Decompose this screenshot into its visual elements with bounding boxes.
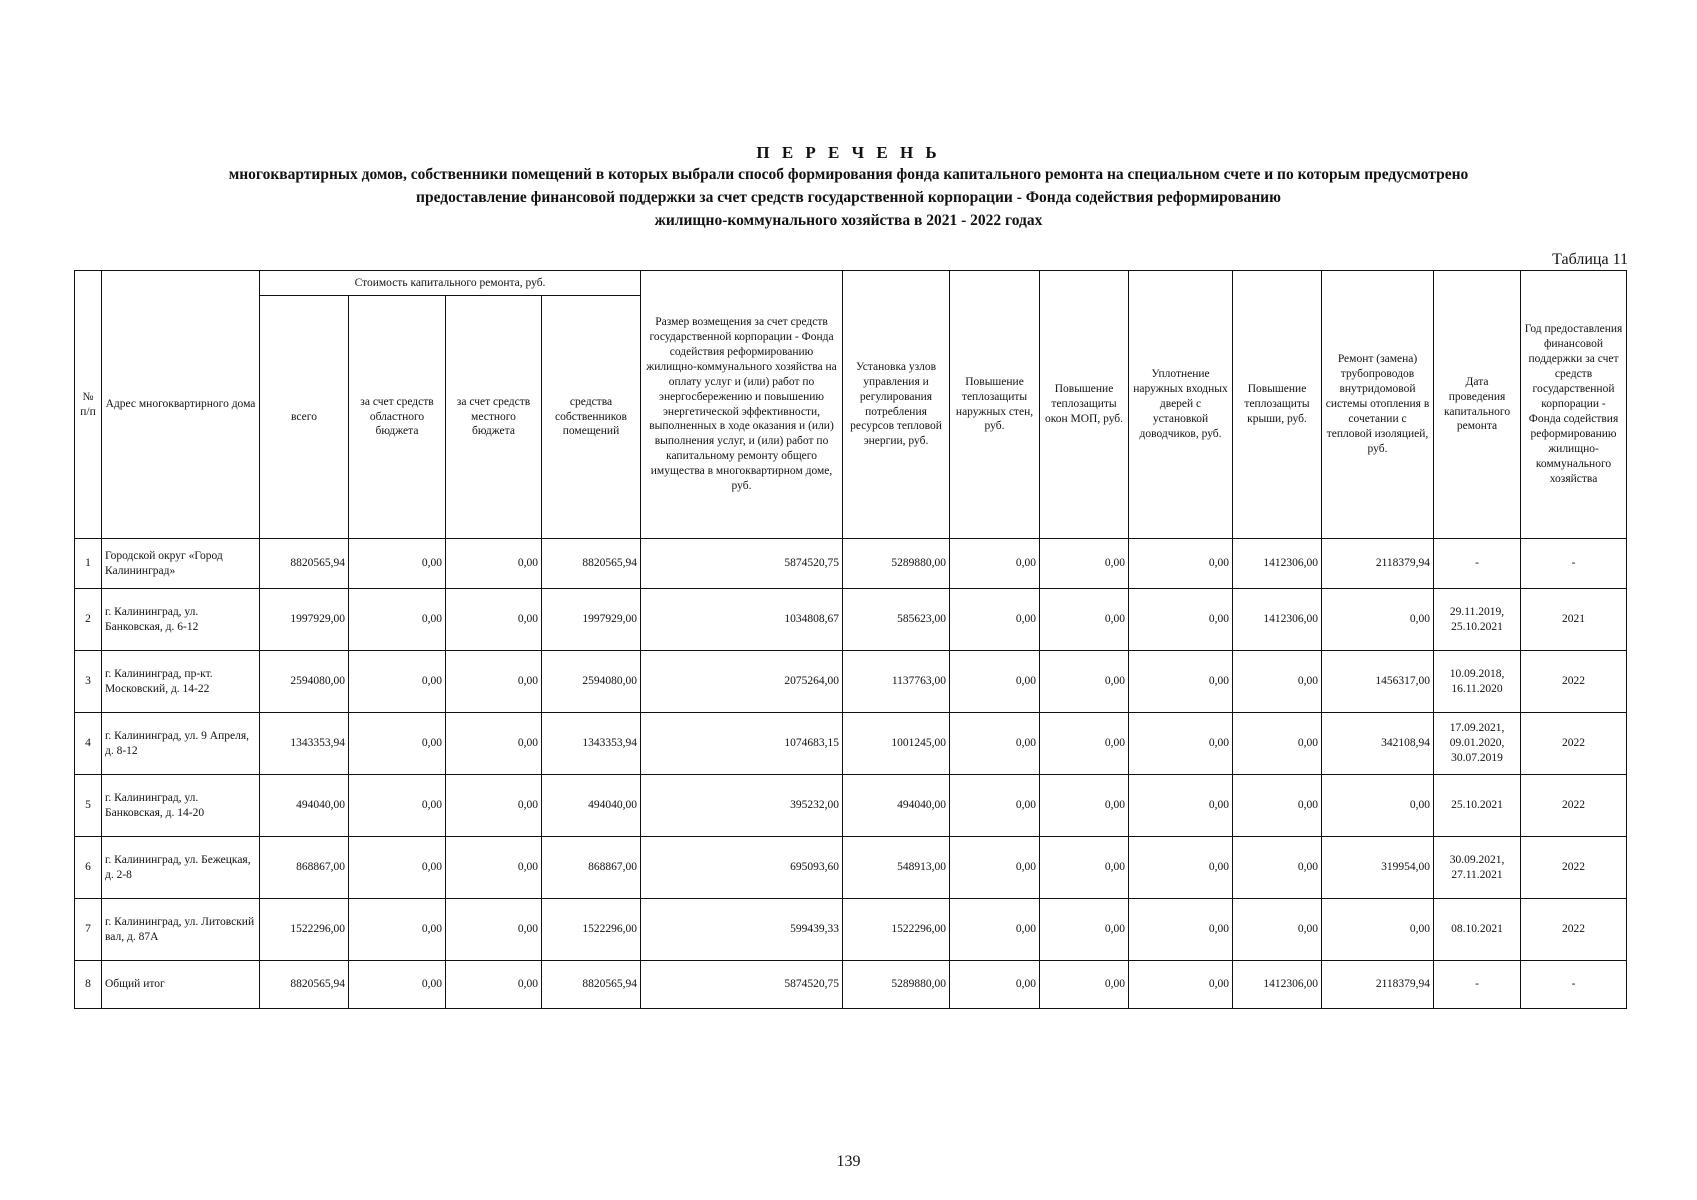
cell-address: Общий итог — [102, 961, 260, 1009]
cell-no: 6 — [75, 837, 102, 899]
cell-meters: 1001245,00 — [843, 713, 950, 775]
cell-pipes: 342108,94 — [1322, 713, 1434, 775]
col-date: Дата проведения капитального ремонта — [1434, 271, 1521, 539]
cell-address: г. Калининград, ул. Литовский вал, д. 87А — [102, 899, 260, 961]
col-total: всего — [260, 296, 349, 539]
cell-meters: 1522296,00 — [843, 899, 950, 961]
cell-address: г. Калининград, пр-кт. Московский, д. 14-22 — [102, 651, 260, 713]
cell-address: г. Калининград, ул. Бежецкая, д. 2-8 — [102, 837, 260, 899]
cell-doors: 0,00 — [1129, 899, 1233, 961]
cell-owners: 1522296,00 — [542, 899, 641, 961]
cell-year: 2022 — [1521, 713, 1627, 775]
cell-local: 0,00 — [446, 961, 542, 1009]
table-row — [75, 899, 1627, 961]
cell-fund: 599439,33 — [641, 899, 843, 961]
table-row — [75, 713, 1627, 775]
cell-local: 0,00 — [446, 837, 542, 899]
cell-fund: 695093,60 — [641, 837, 843, 899]
cell-regional: 0,00 — [349, 589, 446, 651]
cell-address: г. Калининград, ул. Банковская, д. 14-20 — [102, 775, 260, 837]
page-number: 139 — [836, 1153, 861, 1170]
cell-windows: 0,00 — [1040, 837, 1129, 899]
cell-walls: 0,00 — [950, 713, 1040, 775]
cell-regional: 0,00 — [349, 961, 446, 1009]
cell-pipes: 0,00 — [1322, 589, 1434, 651]
document-subtitle-line-2: предоставление финансовой поддержки за счет средств государственной корпорации - Фонда содействия реформированию — [416, 189, 1281, 206]
cell-total: 1997929,00 — [260, 589, 349, 651]
cell-no: 5 — [75, 775, 102, 837]
cell-address: г. Калининград, ул. 9 Апреля, д. 8-12 — [102, 713, 260, 775]
col-no: № п/п — [75, 271, 102, 539]
table-row — [75, 589, 1627, 651]
cell-owners: 2594080,00 — [542, 651, 641, 713]
table-number: Таблица 11 — [1552, 251, 1628, 268]
cell-local: 0,00 — [446, 899, 542, 961]
col-pipes: Ремонт (замена) трубопроводов внутридомовой системы отопления в сочетании с тепловой изоляцией, руб. — [1322, 271, 1434, 539]
cell-owners: 494040,00 — [542, 775, 641, 837]
cell-roof: 0,00 — [1233, 713, 1322, 775]
cell-address: Городской округ «Город Калининград» — [102, 539, 260, 589]
document-title: П Е Р Е Ч Е Н Ь — [756, 143, 941, 162]
cell-no: 2 — [75, 589, 102, 651]
cell-no: 1 — [75, 539, 102, 589]
cell-year: 2021 — [1521, 589, 1627, 651]
cell-owners: 1343353,94 — [542, 713, 641, 775]
cell-doors: 0,00 — [1129, 589, 1233, 651]
cell-roof: 1412306,00 — [1233, 539, 1322, 589]
cell-meters: 585623,00 — [843, 589, 950, 651]
cell-roof: 0,00 — [1233, 651, 1322, 713]
cell-doors: 0,00 — [1129, 775, 1233, 837]
col-local: за счет средств местного бюджета — [446, 296, 542, 539]
cell-walls: 0,00 — [950, 775, 1040, 837]
col-windows: Повышение теплозащиты окон МОП, руб. — [1040, 271, 1129, 539]
cell-owners: 8820565,94 — [542, 539, 641, 589]
cell-date: 30.09.2021, 27.11.2021 — [1434, 837, 1521, 899]
cell-walls: 0,00 — [950, 899, 1040, 961]
cell-total: 868867,00 — [260, 837, 349, 899]
cell-date: 29.11.2019, 25.10.2021 — [1434, 589, 1521, 651]
cell-pipes: 0,00 — [1322, 899, 1434, 961]
cell-regional: 0,00 — [349, 539, 446, 589]
col-meters: Установка узлов управления и регулирования потребления ресурсов тепловой энергии, руб. — [843, 271, 950, 539]
cell-total: 1522296,00 — [260, 899, 349, 961]
cell-windows: 0,00 — [1040, 775, 1129, 837]
cell-year: - — [1521, 961, 1627, 1009]
cell-total: 8820565,94 — [260, 539, 349, 589]
col-owners: средства собственников помещений — [542, 296, 641, 539]
table-row — [75, 775, 1627, 837]
cell-date: 08.10.2021 — [1434, 899, 1521, 961]
cell-local: 0,00 — [446, 713, 542, 775]
cell-pipes: 0,00 — [1322, 775, 1434, 837]
table-row — [75, 539, 1627, 589]
cell-meters: 494040,00 — [843, 775, 950, 837]
cell-windows: 0,00 — [1040, 713, 1129, 775]
cell-regional: 0,00 — [349, 899, 446, 961]
cell-meters: 5289880,00 — [843, 961, 950, 1009]
cell-doors: 0,00 — [1129, 837, 1233, 899]
cell-fund: 5874520,75 — [641, 961, 843, 1009]
cell-meters: 548913,00 — [843, 837, 950, 899]
cell-total: 2594080,00 — [260, 651, 349, 713]
cell-date: - — [1434, 961, 1521, 1009]
col-roof: Повышение теплозащиты крыши, руб. — [1233, 271, 1322, 539]
cell-date: - — [1434, 539, 1521, 589]
cell-meters: 5289880,00 — [843, 539, 950, 589]
cell-windows: 0,00 — [1040, 539, 1129, 589]
houses-table — [74, 270, 1627, 1009]
cell-pipes: 2118379,94 — [1322, 539, 1434, 589]
cell-total: 1343353,94 — [260, 713, 349, 775]
cell-year: 2022 — [1521, 899, 1627, 961]
cell-year: 2022 — [1521, 837, 1627, 899]
cell-regional: 0,00 — [349, 651, 446, 713]
cell-doors: 0,00 — [1129, 961, 1233, 1009]
cell-owners: 1997929,00 — [542, 589, 641, 651]
cell-year: 2022 — [1521, 775, 1627, 837]
document-subtitle-line-1: многоквартирных домов, собственники помещений в которых выбрали способ формирования фонда капитального ремонта на специальном счете и по которым предусмотрено — [228, 166, 1469, 183]
cell-pipes: 319954,00 — [1322, 837, 1434, 899]
cell-fund: 5874520,75 — [641, 539, 843, 589]
col-cost-group: Стоимость капитального ремонта, руб. — [260, 271, 641, 296]
col-doors: Уплотнение наружных входных дверей с установкой доводчиков, руб. — [1129, 271, 1233, 539]
cell-windows: 0,00 — [1040, 961, 1129, 1009]
cell-doors: 0,00 — [1129, 651, 1233, 713]
cell-roof: 0,00 — [1233, 775, 1322, 837]
cell-windows: 0,00 — [1040, 589, 1129, 651]
cell-address: г. Калининград, ул. Банковская, д. 6-12 — [102, 589, 260, 651]
col-walls: Повышение теплозащиты наружных стен, руб. — [950, 271, 1040, 539]
cell-walls: 0,00 — [950, 961, 1040, 1009]
cell-owners: 8820565,94 — [542, 961, 641, 1009]
cell-roof: 1412306,00 — [1233, 589, 1322, 651]
cell-no: 8 — [75, 961, 102, 1009]
cell-total: 8820565,94 — [260, 961, 349, 1009]
cell-year: - — [1521, 539, 1627, 589]
cell-local: 0,00 — [446, 539, 542, 589]
table-row — [75, 651, 1627, 713]
cell-local: 0,00 — [446, 775, 542, 837]
cell-walls: 0,00 — [950, 539, 1040, 589]
cell-walls: 0,00 — [950, 589, 1040, 651]
col-address: Адрес многоквартирного дома — [102, 271, 260, 539]
cell-no: 7 — [75, 899, 102, 961]
cell-windows: 0,00 — [1040, 651, 1129, 713]
table-row — [75, 961, 1627, 1009]
cell-year: 2022 — [1521, 651, 1627, 713]
cell-owners: 868867,00 — [542, 837, 641, 899]
cell-date: 25.10.2021 — [1434, 775, 1521, 837]
cell-fund: 1034808,67 — [641, 589, 843, 651]
cell-no: 3 — [75, 651, 102, 713]
table-row — [75, 837, 1627, 899]
cell-fund: 395232,00 — [641, 775, 843, 837]
cell-regional: 0,00 — [349, 713, 446, 775]
cell-regional: 0,00 — [349, 837, 446, 899]
cell-roof: 1412306,00 — [1233, 961, 1322, 1009]
cell-doors: 0,00 — [1129, 713, 1233, 775]
cell-no: 4 — [75, 713, 102, 775]
col-fund: Размер возмещения за счет средств государственной корпорации - Фонда содействия реформированию жилищно-коммунального хозяйства на оплату услуг и (или) работ по энергосбережению и повышению энергетической эффективности, выполненных в ходе оказания и (или) выполнения услуг, и (или) работ по капитальному ремонту общего имущества в многоквартирном доме, руб. — [641, 271, 843, 539]
cell-walls: 0,00 — [950, 651, 1040, 713]
cell-local: 0,00 — [446, 589, 542, 651]
cell-roof: 0,00 — [1233, 899, 1322, 961]
cell-fund: 2075264,00 — [641, 651, 843, 713]
cell-local: 0,00 — [446, 651, 542, 713]
cell-windows: 0,00 — [1040, 899, 1129, 961]
cell-date: 17.09.2021, 09.01.2020, 30.07.2019 — [1434, 713, 1521, 775]
col-regional: за счет средств областного бюджета — [349, 296, 446, 539]
cell-date: 10.09.2018, 16.11.2020 — [1434, 651, 1521, 713]
cell-pipes: 1456317,00 — [1322, 651, 1434, 713]
cell-doors: 0,00 — [1129, 539, 1233, 589]
cell-fund: 1074683,15 — [641, 713, 843, 775]
cell-meters: 1137763,00 — [843, 651, 950, 713]
cell-roof: 0,00 — [1233, 837, 1322, 899]
cell-total: 494040,00 — [260, 775, 349, 837]
col-year: Год предоставления финансовой поддержки за счет средств государственной корпорации - Фонда содействия реформированию жилищно-коммунального хозяйства — [1521, 271, 1627, 539]
cell-walls: 0,00 — [950, 837, 1040, 899]
cell-pipes: 2118379,94 — [1322, 961, 1434, 1009]
cell-regional: 0,00 — [349, 775, 446, 837]
document-subtitle-line-3: жилищно-коммунального хозяйства в 2021 - 2022 годах — [654, 212, 1043, 229]
